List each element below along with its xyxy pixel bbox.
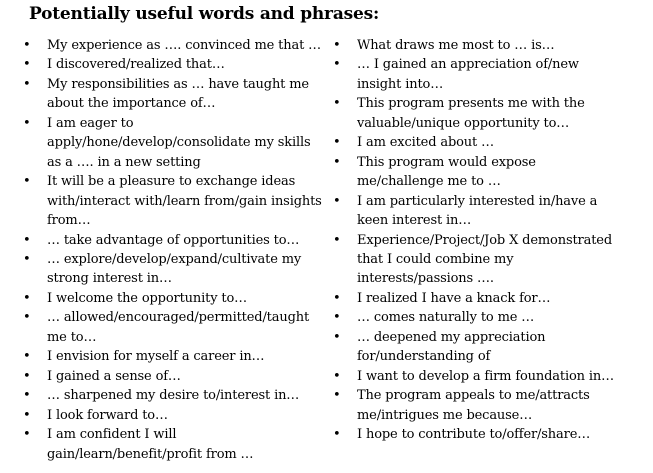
list-item-text: I want to develop a firm foundation in… [357, 368, 614, 384]
list-item-text: apply/hone/develop/consolidate my skills [47, 135, 311, 151]
list-item-text: I hope to contribute to/offer/share… [357, 427, 591, 443]
list-item [23, 308, 341, 347]
list-item-text: I gained a sense of… [47, 368, 181, 384]
list-item [23, 347, 341, 366]
bullet-point: • [23, 76, 31, 92]
list-item-text: It will be a pleasure to exchange ideas [47, 174, 296, 190]
list-item [333, 36, 651, 55]
list-item-text: … deepened my appreciation [357, 329, 546, 345]
list-item-text: me/intrigues me because… [357, 407, 533, 423]
bullet-point: • [333, 154, 341, 170]
list-item [23, 231, 341, 250]
list-item-text: My experience as …. convinced me that … [47, 38, 321, 53]
list-item [333, 328, 651, 367]
list-item-text: me/challenge me to … [357, 174, 501, 190]
list-item-text: interests/passions …. [357, 271, 494, 287]
list-item-text: insight into… [357, 76, 444, 92]
list-item-text: I am confident I will [47, 427, 177, 443]
bullet-point: • [333, 232, 341, 248]
list-item [23, 386, 341, 405]
list-item-text: me to… [47, 329, 97, 345]
list-item [23, 55, 341, 74]
list-item [23, 289, 341, 308]
bullet-point: • [333, 193, 341, 209]
bullet-point: • [23, 57, 31, 73]
list-item-text: strong interest in… [47, 271, 172, 287]
phrase-list-left [23, 36, 341, 464]
list-item-text: My responsibilities as … have taught me [47, 76, 309, 92]
bullet-point: • [23, 290, 31, 306]
list-item-text: as a …. in a new setting [47, 154, 201, 170]
list-item-text: … explore/develop/expand/cultivate my [47, 251, 302, 267]
list-item [23, 114, 341, 172]
list-item [333, 231, 651, 289]
list-item-text: I envision for myself a career in… [47, 349, 265, 365]
list-item [333, 308, 651, 327]
list-item [333, 133, 651, 152]
list-item-text: I am particularly interested in/have a [357, 193, 598, 209]
list-item-text: … take advantage of opportunities to… [47, 232, 300, 248]
bullet-point: • [333, 96, 341, 112]
bullet-point: • [333, 57, 341, 73]
list-item-text: Experience/Project/Job X demonstrated [357, 232, 612, 248]
list-item-text: I realized I have a knack for… [357, 290, 551, 306]
list-item-text: What draws me most to … is… [357, 38, 555, 53]
list-item [23, 367, 341, 386]
list-item-text: I am excited about … [357, 135, 494, 151]
bullet-point: • [23, 38, 31, 53]
list-item-text: I discovered/realized that… [47, 57, 225, 73]
list-item-text: This program presents me with the [357, 96, 585, 112]
bullet-point: • [333, 427, 341, 443]
list-item [23, 425, 341, 464]
list-item-text: gain/learn/benefit/profit from … [47, 446, 254, 462]
list-item-text: I welcome the opportunity to… [47, 290, 247, 306]
bullet-point: • [23, 174, 31, 190]
list-item [333, 367, 651, 386]
list-item-text: This program would expose [357, 154, 536, 170]
list-item-text: valuable/unique opportunity to… [357, 115, 570, 131]
bullet-point: • [23, 427, 31, 443]
list-item-text: I am eager to [47, 115, 134, 131]
bullet-point: • [333, 135, 341, 151]
list-item [333, 94, 651, 133]
list-item [23, 36, 341, 55]
bullet-point: • [23, 407, 31, 423]
list-item [23, 75, 341, 114]
list-item [23, 250, 341, 289]
list-item [333, 153, 651, 192]
phrase-list-right [333, 36, 651, 445]
list-item-text: from… [47, 213, 91, 229]
list-item-text: keen interest in… [357, 213, 472, 229]
list-item-text: that I could combine my [357, 251, 514, 267]
bullet-point: • [23, 388, 31, 404]
list-item-text: about the importance of… [47, 96, 216, 112]
list-item [23, 172, 341, 230]
bullet-point: • [23, 251, 31, 267]
list-item-text: … I gained an appreciation of/new [357, 57, 579, 73]
list-item-text: with/interact with/learn from/gain insights [47, 193, 322, 209]
list-item-text: … sharpened my desire to/interest in… [47, 388, 300, 404]
list-item-text: … allowed/encouraged/permitted/taught [47, 310, 310, 326]
bullet-point: • [333, 368, 341, 384]
list-item [23, 406, 341, 425]
bullet-point: • [333, 38, 341, 53]
page-title: Potentially useful words and phrases: [29, 4, 380, 24]
bullet-point: • [23, 232, 31, 248]
bullet-point: • [23, 349, 31, 365]
list-item [333, 192, 651, 231]
bullet-point: • [23, 368, 31, 384]
list-item-text: I look forward to… [47, 407, 168, 423]
list-item [333, 289, 651, 308]
bullet-point: • [333, 388, 341, 404]
bullet-point: • [333, 290, 341, 306]
list-item [333, 425, 651, 444]
list-item-text: … comes naturally to me … [357, 310, 535, 326]
bullet-point: • [333, 310, 341, 326]
list-item-text: The program appeals to me/attracts [357, 388, 590, 404]
list-item-text: for/understanding of [357, 349, 491, 365]
bullet-point: • [333, 329, 341, 345]
bullet-point: • [23, 310, 31, 326]
bullet-point: • [23, 115, 31, 131]
list-item [333, 55, 651, 94]
list-item [333, 386, 651, 425]
